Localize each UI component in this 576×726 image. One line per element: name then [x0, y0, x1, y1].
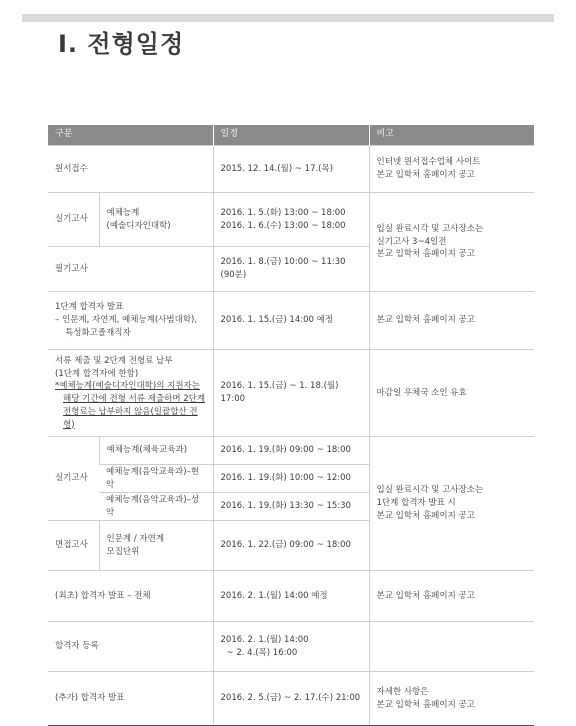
cell-remarks: 인터넷 원서접수업체 사이트 본교 입학처 홈페이지 공고	[369, 146, 534, 193]
cell-category: 1단계 합격자 발표 – 인문계, 자연계, 예체능계(사범대학), 특성화고졸재직자	[48, 292, 213, 350]
header-category: 구분	[48, 125, 213, 146]
table-row	[48, 672, 534, 726]
cell-category: 필기고사	[48, 247, 213, 292]
cell-schedule: 2015. 12. 14.(월) ~ 17.(목)	[213, 146, 369, 193]
page-title: Ⅰ. 전형일정	[58, 30, 185, 58]
cell-category: (추가) 합격자 발표	[48, 672, 213, 726]
cell-category: 원서접수	[48, 146, 213, 193]
cell-remarks	[369, 622, 534, 672]
cell-remarks: 본교 입학처 홈페이지 공고	[369, 571, 534, 622]
cell-schedule: 2016. 2. 1.(월) 14:00 예정	[213, 571, 369, 622]
cell-subcategory: 예체능계 (예술디자인대학)	[99, 193, 213, 247]
table-row	[48, 193, 534, 247]
cell-schedule: 2016. 2. 1.(월) 14:00 ~ 2. 4.(목) 16:00	[213, 622, 369, 672]
cell-subcategory: 예체능계(음악교육과)–성악	[99, 493, 213, 521]
cell-schedule: 2016. 1. 22.(금) 09:00 ~ 18:00	[213, 521, 369, 571]
cell-schedule: 2016. 1. 19.(화) 09:00 ~ 18:00	[213, 437, 369, 465]
table-row	[48, 437, 534, 465]
table-row	[48, 350, 534, 437]
cell-schedule: 2016. 1. 8.(금) 10:00 ~ 11:30 (90분)	[213, 247, 369, 292]
top-decorative-bar	[22, 14, 554, 22]
header-remarks: 비고	[369, 125, 534, 146]
cell-category: 실기고사	[48, 437, 99, 521]
cell-remarks: 본교 입학처 홈페이지 공고	[369, 292, 534, 350]
table-row	[48, 571, 534, 622]
table-header-row	[48, 125, 534, 146]
cell-remarks: 마감일 우체국 소인 유효	[369, 350, 534, 437]
table-row	[48, 292, 534, 350]
table-row	[48, 622, 534, 672]
cell-subcategory: 인문계 / 자연계 모집단위	[99, 521, 213, 571]
cell-category: 서류 제출 및 2단계 전형료 납부 (1단계 합격자에 한함) *예체능계(예술디자인대학)의 지원자는 해당 기간에 전형 서류 제출하며 2단계 전형료는 납부하지 않음(일괄합산 전형)	[48, 350, 213, 437]
cell-schedule: 2016. 1. 5.(화) 13:00 ~ 18:00 2016. 1. 6.(수) 13:00 ~ 18:00	[213, 193, 369, 247]
header-schedule: 일정	[213, 125, 369, 146]
cell-category: (최초) 합격자 발표 – 전체	[48, 571, 213, 622]
cell-remarks: 입실 완료시각 및 고사장소는 실기고사 3~4일전 본교 입학처 홈페이지 공고	[369, 193, 534, 292]
cell-subcategory: 예체능계(음악교육과)–현악	[99, 465, 213, 493]
cell-subcategory: 예체능계(체육교육과)	[99, 437, 213, 465]
table-row	[48, 146, 534, 193]
cell-schedule: 2016. 1. 15.(금) 14:00 예정	[213, 292, 369, 350]
cell-schedule: 2016. 2. 5.(금) ~ 2. 17.(수) 21:00	[213, 672, 369, 726]
cell-schedule: 2016. 1. 19.(화) 13:30 ~ 15:30	[213, 493, 369, 521]
schedule-table	[48, 125, 534, 726]
cell-remarks: 입실 완료시각 및 고사장소는 1단계 합격자 발표 시 본교 입학처 홈페이지 공고	[369, 437, 534, 571]
cell-schedule: 2016. 1. 15.(금) ~ 1. 18.(월) 17:00	[213, 350, 369, 437]
cell-schedule: 2016. 1. 19.(화) 10:00 ~ 12:00	[213, 465, 369, 493]
cell-category: 면접고사	[48, 521, 99, 571]
cell-remarks: 자세한 사항은 본교 입학처 홈페이지 공고	[369, 672, 534, 726]
cell-category: 실기고사	[48, 193, 99, 247]
cell-category: 합격자 등록	[48, 622, 213, 672]
